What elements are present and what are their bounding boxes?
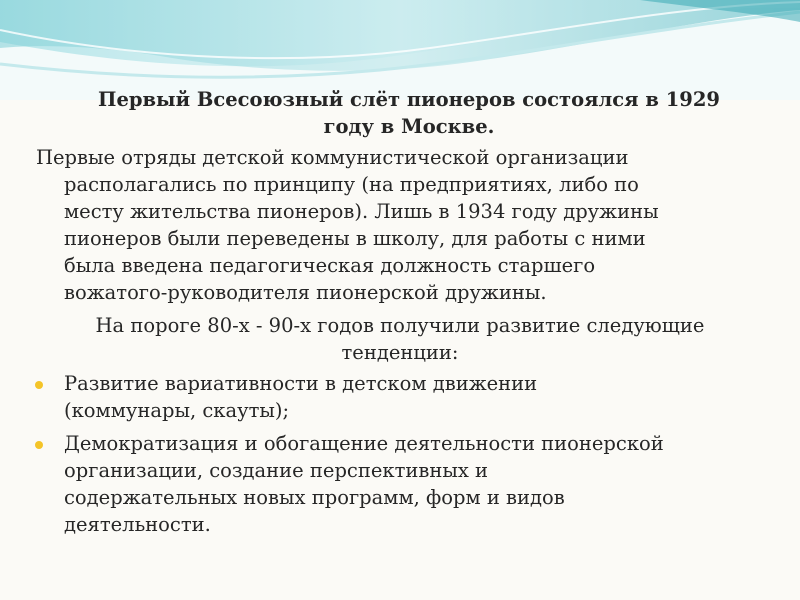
wave-header-decoration	[0, 0, 800, 100]
slide-content	[22, 86, 778, 544]
intro-line-2: тенденции:	[341, 341, 459, 364]
bullet-line: организации, создание перспективных и	[64, 459, 489, 482]
intro-line-1: На пороге 80-х - 90-х годов получили развитие следующие	[95, 314, 705, 337]
bullet-line: (коммунары, скауты);	[64, 399, 290, 422]
bullet-line: Демократизация и обогащение деятельности пионерской	[64, 432, 664, 455]
bullet-icon	[35, 381, 43, 389]
tendencies-list	[22, 370, 778, 538]
bullet-line: содержательных новых программ, форм и видов	[64, 486, 565, 509]
slide-title	[22, 86, 778, 140]
paragraph-line: месту жительства пионеров). Лишь в 1934 году дружины	[64, 200, 659, 223]
list-item	[22, 370, 778, 424]
paragraph-line: вожатого-руководителя пионерской дружины.	[64, 281, 547, 304]
bullet-line: деятельности.	[64, 513, 211, 536]
list-item	[22, 430, 778, 538]
tendencies-intro	[22, 312, 778, 366]
paragraph-line: была введена педагогическая должность старшего	[64, 254, 596, 277]
paragraph-line: пионеров были переведены в школу, для работы с ними	[64, 227, 646, 250]
bullet-line: Развитие вариативности в детском движении	[64, 372, 538, 395]
history-paragraph	[22, 144, 778, 306]
paragraph-line: Первые отряды детской коммунистической организации	[36, 146, 629, 169]
title-line-2: году в Москве.	[323, 115, 495, 138]
title-line-1: Первый Всесоюзный слёт пионеров состоялся в 1929	[98, 88, 720, 111]
paragraph-line: располагались по принципу (на предприятиях, либо по	[64, 173, 639, 196]
bullet-icon	[35, 441, 43, 449]
